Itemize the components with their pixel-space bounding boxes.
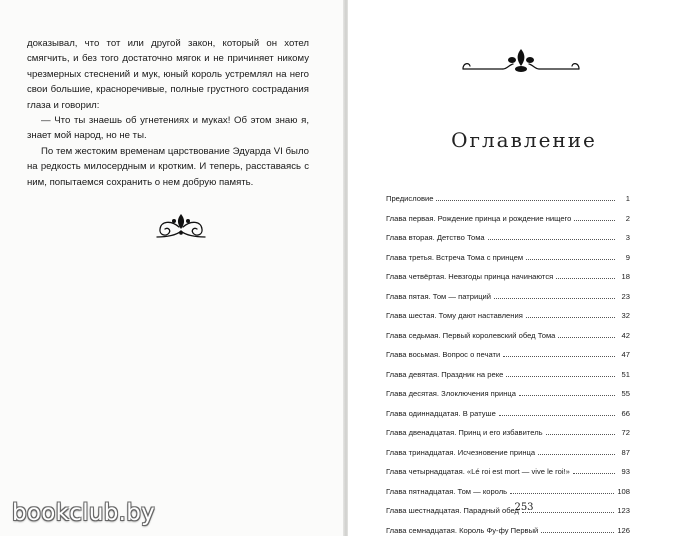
toc-leader-dots — [558, 325, 615, 338]
toc-entry-page: 32 — [618, 306, 630, 326]
toc-entry — [386, 227, 630, 247]
toc-entry — [386, 266, 630, 286]
paragraph: По тем жестоким временам царствование Эдуарда VI было на редкость милосердным и кротким. И теперь, расставаясь с ним, попытаемся сохранить о нем добрую память. — [27, 144, 309, 190]
toc-entry — [386, 422, 630, 442]
page-title: Оглавление — [348, 128, 700, 152]
fleuron-ornament-icon — [153, 211, 209, 241]
toc-entry-title: Глава пятнадцатая. Том — король — [386, 482, 507, 502]
toc-entry-title: Глава пятая. Том — патриций — [386, 287, 491, 307]
toc-entry — [386, 403, 630, 423]
toc-entry — [386, 344, 630, 364]
toc-leader-dots — [436, 188, 615, 201]
toc-leader-dots — [494, 286, 615, 299]
fleuron-divider-icon — [459, 47, 583, 77]
toc-leader-dots — [519, 383, 615, 396]
toc-entry-title: Глава шестая. Тому дают наставления — [386, 306, 523, 326]
toc-entry-page: 87 — [618, 443, 630, 463]
toc-leader-dots — [574, 208, 615, 221]
toc-entry — [386, 286, 630, 306]
toc-entry — [386, 247, 630, 267]
left-page — [0, 0, 345, 536]
watermark: bookclub.by — [12, 500, 155, 526]
toc-entry-title: Глава десятая. Злоключения принца — [386, 384, 516, 404]
toc-leader-dots — [556, 266, 615, 279]
toc-entry — [386, 481, 630, 501]
toc-entry-title: Предисловие — [386, 189, 433, 209]
toc-entry-page: 72 — [618, 423, 630, 443]
toc-entry-page: 51 — [618, 365, 630, 385]
toc-entry-page: 123 — [617, 501, 630, 521]
body-text — [27, 36, 309, 190]
toc-entry-page: 47 — [618, 345, 630, 365]
table-of-contents — [386, 188, 630, 539]
toc-leader-dots — [526, 305, 615, 318]
toc-entry-title: Глава девятая. Праздник на реке — [386, 365, 503, 385]
toc-entry-title: Глава шестнадцатая. Парадный обед — [386, 501, 519, 521]
page-number: 253 — [348, 502, 700, 513]
toc-entry-title: Глава вторая. Детство Тома — [386, 228, 485, 248]
toc-leader-dots — [506, 364, 615, 377]
toc-entry — [386, 305, 630, 325]
toc-leader-dots — [499, 403, 615, 416]
toc-entry-title: Глава восьмая. Вопрос о печати — [386, 345, 500, 365]
toc-entry-title: Глава первая. Рождение принца и рождение нищего — [386, 209, 571, 229]
toc-leader-dots — [573, 461, 615, 474]
paragraph: — Что ты знаешь об угнетениях и муках! Об этом знаю я, знает мой народ, но не ты. — [27, 113, 309, 144]
toc-entry — [386, 364, 630, 384]
toc-entry-title: Глава двенадцатая. Принц и его избавитель — [386, 423, 543, 443]
toc-entry-page: 23 — [618, 287, 630, 307]
toc-entry-page: 93 — [618, 462, 630, 482]
toc-entry-page: 66 — [618, 404, 630, 424]
toc-entry-title: Глава одиннадцатая. В ратуше — [386, 404, 496, 424]
toc-entry — [386, 188, 630, 208]
toc-leader-dots — [503, 344, 615, 357]
toc-leader-dots — [546, 422, 615, 435]
toc-entry — [386, 325, 630, 345]
paragraph: доказывал, что тот или другой закон, который он хотел смягчить, и без того достаточно мягок и не причиняет никому чрезмерных стеснений и мук, юный король устремлял на него свои большие, красноречивые, полные грустного сострадания глаза и говорил: — [27, 36, 309, 113]
toc-entry-title: Глава тринадцатая. Исчезновение принца — [386, 443, 535, 463]
toc-entry-title: Глава седьмая. Первый королевский обед Тома — [386, 326, 555, 346]
toc-entry-page: 55 — [618, 384, 630, 404]
toc-entry-page: 1 — [618, 189, 630, 209]
toc-entry-title: Глава четвёртая. Невзгоды принца начинаются — [386, 267, 553, 287]
toc-entry — [386, 461, 630, 481]
toc-leader-dots — [526, 247, 615, 260]
toc-entry-page: 9 — [618, 248, 630, 268]
toc-entry — [386, 383, 630, 403]
toc-leader-dots — [510, 481, 614, 494]
toc-entry — [386, 208, 630, 228]
toc-leader-dots — [488, 227, 615, 240]
toc-leader-dots — [541, 520, 614, 533]
toc-entry-page: 18 — [618, 267, 630, 287]
toc-entry — [386, 442, 630, 462]
toc-entry-title: Глава семнадцатая. Король Фу-фу Первый — [386, 521, 538, 540]
toc-entry-page: 108 — [617, 482, 630, 502]
toc-leader-dots — [538, 442, 615, 455]
toc-entry-title: Глава четырнадцатая. «Lé roi est mort — vive le roi!» — [386, 462, 570, 482]
toc-entry-page: 42 — [618, 326, 630, 346]
toc-entry-page: 3 — [618, 228, 630, 248]
toc-entry-title: Глава третья. Встреча Тома с принцем — [386, 248, 523, 268]
toc-entry-page: 2 — [618, 209, 630, 229]
toc-entry — [386, 520, 630, 540]
toc-entry-page: 126 — [617, 521, 630, 540]
